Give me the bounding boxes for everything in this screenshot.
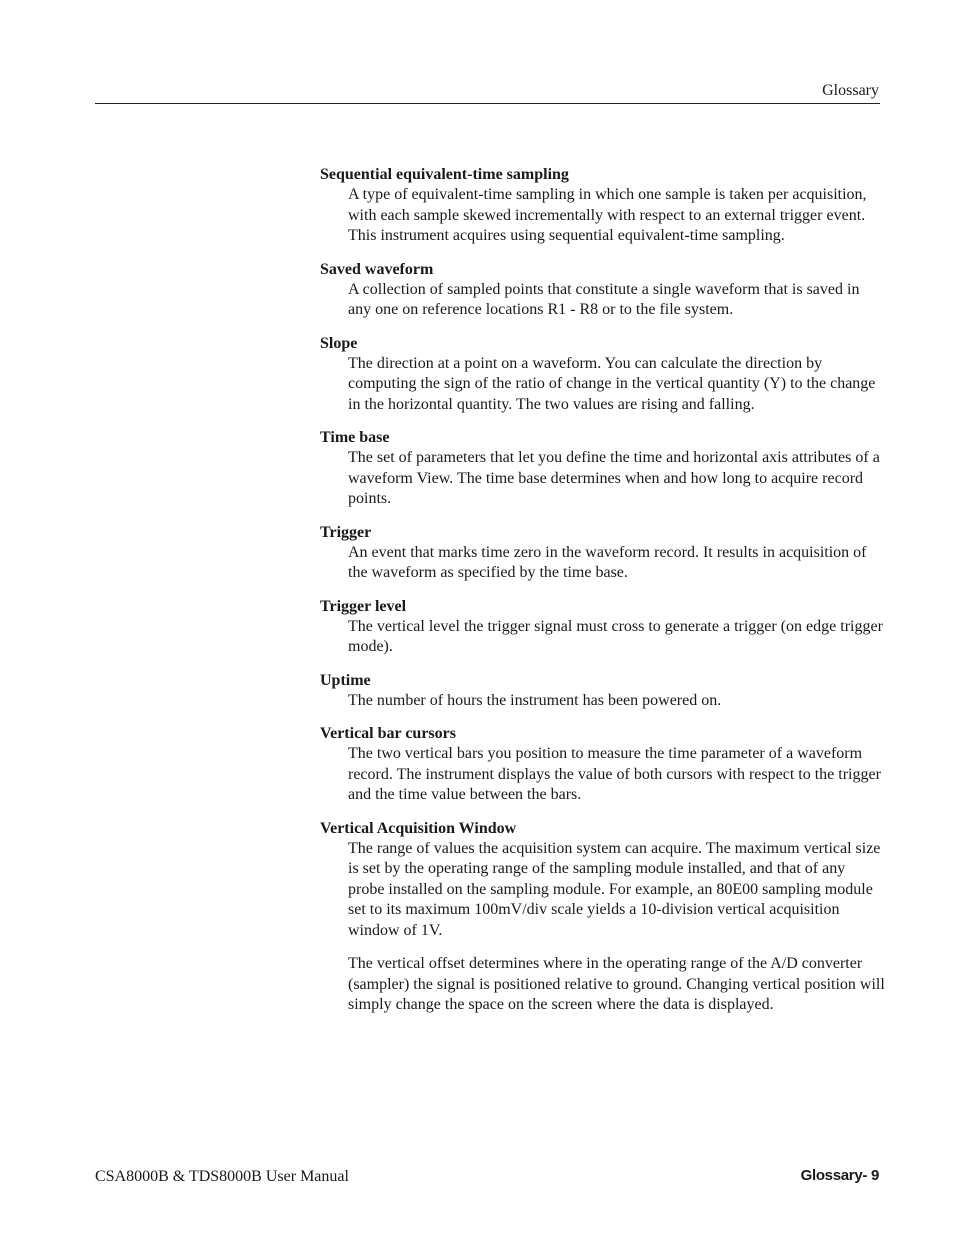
- glossary-definition: [348, 280, 885, 321]
- definition-paragraph: An event that marks time zero in the waveform record. It results in acquisition of the waveform as specified by the time base.: [348, 543, 867, 581]
- glossary-list: [320, 165, 885, 1029]
- glossary-definition: [348, 839, 885, 1016]
- definition-paragraph: The vertical level the trigger signal must cross to generate a trigger (on edge trigger mode).: [348, 617, 883, 655]
- glossary-definition: [348, 744, 885, 806]
- glossary-entry: [320, 671, 885, 712]
- page-number: Glossary- 9: [800, 1167, 879, 1184]
- glossary-entry: [320, 334, 885, 416]
- glossary-definition: [348, 448, 885, 510]
- glossary-entry: [320, 819, 885, 1016]
- definition-paragraph: A collection of sampled points that constitute a single waveform that is saved in any one on reference locations R1 - R8 or to the file system.: [348, 280, 860, 318]
- glossary-entry: [320, 724, 885, 806]
- definition-paragraph: The two vertical bars you position to measure the time parameter of a waveform record. The instrument displays the value of both cursors with respect to the trigger and the time value between the bars.: [348, 745, 881, 803]
- glossary-entry: [320, 260, 885, 321]
- manual-title: CSA8000B & TDS8000B User Manual: [95, 1168, 349, 1185]
- glossary-entry: [320, 523, 885, 584]
- definition-paragraph: The range of values the acquisition system can acquire. The maximum vertical size is set by the operating range of the sampling module installed, and that of any probe installed on the sampling module. For example, an 80E00 sampling module set to its maximum 100mV/div scale yields a 10-division vertical acquisition window of 1V.: [348, 839, 881, 939]
- glossary-term: Slope: [320, 334, 358, 352]
- header-divider: [95, 103, 880, 104]
- glossary-term: Trigger: [320, 523, 372, 541]
- glossary-definition: [348, 543, 885, 584]
- glossary-term: Time base: [320, 429, 390, 446]
- glossary-definition: [348, 617, 885, 658]
- definition-paragraph: A type of equivalent-time sampling in which one sample is taken per acquisition, with each sample skewed incrementally with respect to an external trigger event. This instrument acquires using sequential equivalent-time sampling.: [348, 186, 867, 244]
- glossary-definition: [348, 354, 885, 416]
- glossary-entry: [320, 597, 885, 658]
- glossary-term: Uptime: [320, 671, 371, 689]
- definition-paragraph: The number of hours the instrument has been powered on.: [348, 691, 722, 709]
- glossary-term: Vertical bar cursors: [320, 725, 456, 742]
- glossary-term: Trigger level: [320, 597, 407, 615]
- glossary-term: Sequential equivalent-time sampling: [320, 166, 569, 183]
- definition-paragraph: The direction at a point on a waveform. You can calculate the direction by computing the sign of the ratio of change in the vertical quantity (Y) to the change in the horizontal quantity. The two values are rising and falling.: [348, 354, 876, 413]
- glossary-definition: [348, 185, 885, 247]
- glossary-term: Saved waveform: [320, 260, 434, 278]
- definition-paragraph: The set of parameters that let you define the time and horizontal axis attributes of a waveform View. The time base determines when and how long to acquire record points.: [348, 449, 880, 507]
- glossary-definition: [348, 691, 885, 712]
- glossary-term: Vertical Acquisition Window: [320, 819, 517, 837]
- definition-paragraph: The vertical offset determines where in the operating range of the A/D converter (sampler) the signal is positioned relative to ground. Changing vertical position will simply change the space on the screen where the data is displayed.: [348, 955, 885, 1013]
- glossary-entry: [320, 165, 885, 247]
- glossary-entry: [320, 428, 885, 510]
- running-header: Glossary: [822, 82, 879, 99]
